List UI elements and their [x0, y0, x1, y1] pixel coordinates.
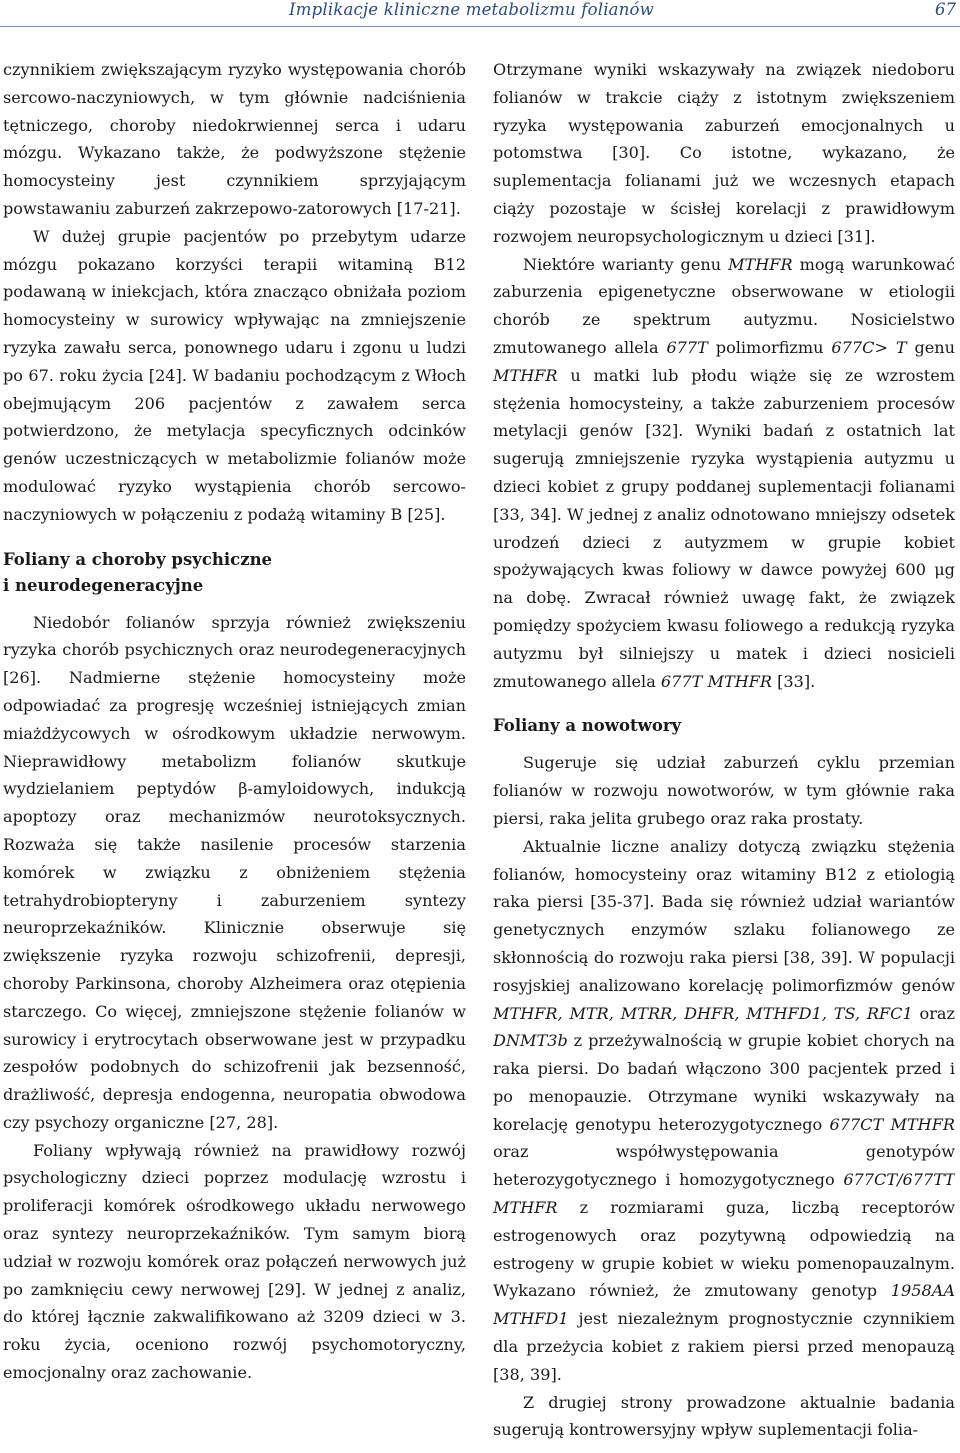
text-run: jest niezależnym prognostycznie czynnikiem dla przeżycia kobiet z rakiem piersi przed menopauzą [38, 39]. — [493, 1309, 955, 1384]
paragraph: Niedobór folianów sprzyja również zwiększeniu ryzyka chorób psychicznych oraz neurodegeneracyjnych [26]. Nadmierne stężenie homocysteiny może odpowiadać za progresję wcześniej istniejących zmian miażdżycowych w ośrodkowym układzie nerwowym. Nieprawidłowy metabolizm folianów skutkuje wydzielaniem peptydów β-amyloidowych, indukcją apoptozy oraz mechanizmów neurotoksycznych. Rozważa się także nasilenie procesów starzenia komórek w związku z obniżeniem stężenia tetrahydrobiopteryny i zaburzeniem syntezy neuroprzekaźników. Klinicznie obserwuje się zwiększenie ryzyka rozwoju schizofrenii, depresji, choroby Parkinsona, choroby Alzheimera oraz otępienia starczego. Co więcej, zmniejszone stężenie folianów w surowicy i erytrocytach obserwowane jest w przypadku zespołów podobnych do schizofrenii jak bezsenność, drażliwość, depresja endogenna, neuropatia obwodowa czy psychozy organiczne [27, 28]. — [3, 612, 466, 1132]
running-title: Implikacje kliniczne metabolizmu folianów — [289, 0, 654, 19]
paragraph: czynnikiem zwiększającym ryzyko występowania chorób sercowo-naczyniowych, w tym głównie nadciśnienia tętniczego, choroby niedokrwiennej serca i udaru mózgu. Wykazano także, że podwyższone stężenie homocysteiny jest czynnikiem sprzyjającym powstawaniu zaburzeń zakrzepowo-zatorowych [17-21]. — [3, 60, 466, 218]
text-run: polimorfizmu — [707, 337, 832, 357]
text-run: Niektóre warianty genu — [523, 254, 729, 274]
paragraph — [493, 833, 955, 1389]
gene-name: MTHFR — [493, 365, 558, 385]
section-heading — [3, 547, 466, 599]
paragraph: Z drugiej strony prowadzone aktualnie badania sugerują kontrowersyjny wpływ suplementacji folia- — [493, 1392, 955, 1440]
text-run: oraz — [912, 1003, 955, 1023]
genotype-name: 677CT MTHFR — [829, 1114, 955, 1134]
text-run: z przeżywalnością w grupie kobiet chorych na raka piersi. Do badań włączono 300 pacjentek przed i po menopauzie. Otrzymane wyniki wskazywały na korelację genotypu heterozygotycznego — [493, 1031, 955, 1134]
left-column — [3, 56, 466, 1451]
paragraph — [493, 251, 955, 696]
gene-list: MTHFR, MTR, MTRR, DHFR, MTHFD1, TS, RFC1 — [493, 1003, 913, 1023]
heading-line: i neurodegeneracyjne — [3, 575, 204, 595]
genotype-name: 677CT/677TT MTHFR — [493, 1170, 955, 1218]
spacer — [493, 695, 955, 713]
spacer — [3, 529, 466, 547]
text-run: [33]. — [772, 671, 816, 691]
text-run: Aktualnie liczne analizy dotyczą związku stężenia folianów, homocysteiny oraz witaminy B12 z etiologią raka piersi [35-37]. Bada się również udział wariantów genetycznych enzymów szlaku folianowego ze skłonnością do rozwoju raka piersi [38, 39]. W populacji rosyjskiej analizowano korelację polimorfizmów genów — [493, 836, 955, 995]
paragraph: Sugeruje się udział zaburzeń cyklu przemian folianów w rozwoju nowotworów, w tym głównie raka piersi, raka jelita grubego oraz raka prostaty. — [493, 753, 955, 828]
polymorphism-name: 677C> T — [831, 337, 907, 357]
allele-name: 677T — [666, 337, 708, 357]
paragraph: W dużej grupie pacjentów po przebytym udarze mózgu pokazano korzyści terapii witaminą B12 podawaną w iniekcjach, która znacząco obniżała poziom homocysteiny w surowicy wpływając na zmniejszenie ryzyka zawału serca, ponownego udaru i zgonu u ludzi po 67. roku życia [24]. W badaniu pochodzącym z Włoch obejmującym 206 pacjentów z zawałem serca potwierdzono, że metylacja specyficznych odcinków genów uczestniczących w metabolizmie folianów może modulować ryzyko wystąpienia chorób sercowo-naczyniowych w połączeniu z podażą witaminy B [25]. — [3, 226, 466, 524]
text-run: genu — [906, 337, 955, 357]
header-rule — [0, 26, 960, 27]
gene-name: MTHFR — [728, 254, 793, 274]
text-run: z rozmiarami guza, liczbą receptorów estrogenowych oraz pozytywną odpowiedzią na estrogeny w grupie kobiet w wieku pomenopauzalnym. Wykazano również, że zmutowany genotyp — [493, 1198, 955, 1301]
text-run: u matki lub płodu wiąże się ze wzrostem stężenia homocysteiny, a także zaburzeniem procesów metylacji genów [32]. Wyniki badań z ostatnich lat sugerują zmniejszenie ryzyka wystąpienia autyzmu u dzieci kobiet z grupy poddanej suplementacji folianami [33, 34]. W jednej z analiz odnotowano mniejszy odsetek urodzeń dzieci z autyzmem w grupie kobiet spożywających kwas foliowy w dawce powyżej 600 μg na dobę. Zwracał również uwagę fakt, że związek pomiędzy spożyciem kwasu foliowego a redukcją ryzyka autyzmu był silniejszy u matek i dzieci nosicieli zmutowanego allela — [493, 365, 955, 691]
text-run: mogą warunkować zaburzenia epigenetyczne obserwowane w etiologii chorób ze spektrum autyzmu. Nosicielstwo zmutowanego allela — [493, 254, 955, 357]
spacer — [493, 739, 955, 749]
genotype-name: 1958AA MTHFD1 — [493, 1281, 955, 1329]
gene-name: DNMT3b — [493, 1031, 568, 1051]
allele-name: 677T MTHFR — [660, 671, 773, 691]
paragraph: Foliany wpływają również na prawidłowy rozwój psychologiczny dzieci poprzez modulację wzrostu i proliferacji komórek ośrodkowego układu nerwowego oraz syntezy neuroprzekaźników. Tym samym biorą udział w rozwoju komórek oraz połączeń nerwowych już po zamknięciu cewy nerwowej [29]. W jednej z analiz, do której łącznie zakwalifikowano aż 3209 dzieci w 3. roku życia, oceniono rozwój psychomotoryczny, emocjonalny oraz zachowanie. — [3, 1140, 466, 1383]
heading-line: Foliany a choroby psychiczne — [3, 549, 273, 569]
page-header — [0, 0, 960, 28]
text-run: oraz współwystępowania genotypów heterozygotycznego i homozygotycznego — [493, 1142, 955, 1190]
paragraph: Otrzymane wyniki wskazywały na związek niedoboru folianów w trakcie ciąży z istotnym zwiększeniem ryzyka występowania zaburzeń emocjonalnych u potomstwa [30]. Co istotne, wykazano, że suplementacja folianami już we wczesnych etapach ciąży pozostaje w ścisłej korelacji z prawidłowym rozwojem neuropsychologicznym u dzieci [31]. — [493, 60, 955, 246]
page-number: 67 — [935, 0, 956, 19]
right-column — [493, 56, 955, 1451]
section-heading: Foliany a nowotwory — [493, 716, 682, 736]
spacer — [3, 599, 466, 609]
